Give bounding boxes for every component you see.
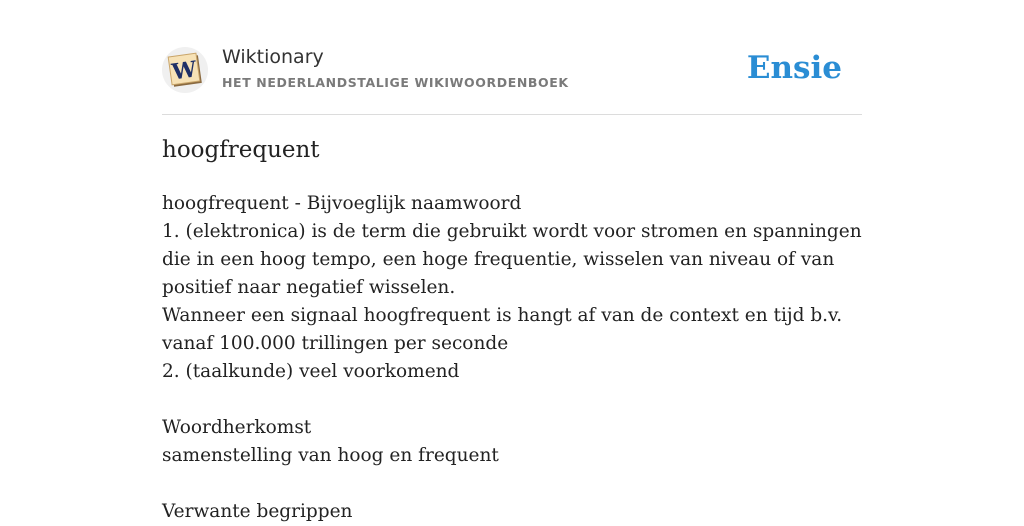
wiktionary-logo-icon[interactable] <box>162 47 208 93</box>
site-subtitle: HET NEDERLANDSTALIGE WIKIWOORDENBOEK <box>222 75 569 90</box>
entry-line <box>162 470 867 498</box>
section-heading: Verwante begrippen <box>162 501 353 522</box>
ensie-brand-logo[interactable]: Ensie <box>746 50 842 86</box>
entry-line: samenstelling van hoog en frequent <box>162 445 499 466</box>
entry-line <box>162 386 867 414</box>
entry-line: 1. (elektronica) is de term die gebruikt wordt voor stromen en spanningen die in een hoog tempo, een hoge frequentie, wisselen van niveau of van positief naar negatief wisselen. <box>162 221 862 298</box>
entry-line: 2. (taalkunde) veel voorkomend <box>162 361 460 382</box>
logo-letter: W <box>170 56 199 86</box>
entry-line: hoogfrequent - Bijvoeglijk naamwoord <box>162 193 522 214</box>
entry-content <box>162 190 867 526</box>
section-heading: Woordherkomst <box>162 417 312 438</box>
site-header <box>162 42 862 115</box>
entry-title: hoogfrequent <box>162 137 320 163</box>
entry-line: Wanneer een signaal hoogfrequent is hangt af van de context en tijd b.v. vanaf 100.000 trillingen per seconde <box>162 305 843 354</box>
logo-tile-graphic <box>162 47 208 93</box>
site-name[interactable]: Wiktionary <box>222 46 324 68</box>
